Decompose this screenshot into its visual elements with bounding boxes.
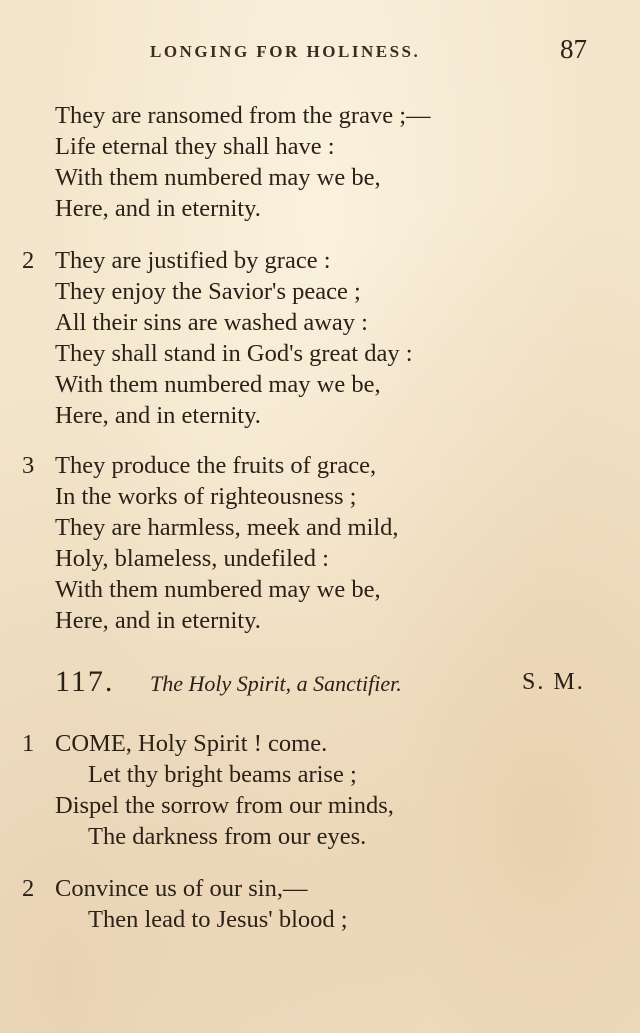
hymn-meter: S. M. xyxy=(522,669,585,695)
verse-line: 1 COME, Holy Spirit ! come. xyxy=(22,730,328,757)
hymn-number: 117. xyxy=(55,665,115,698)
verse-line: All their sins are washed away : xyxy=(55,309,368,336)
verse-line: With them numbered may we be, xyxy=(55,576,381,603)
verse-line: Here, and in eternity. xyxy=(55,402,261,429)
stanza-3 xyxy=(0,450,640,636)
verse-line: In the works of righteousness ; xyxy=(55,483,357,510)
verse-line: They enjoy the Savior's peace ; xyxy=(55,278,361,305)
hymn-stanza-1 xyxy=(0,728,640,852)
stanza-number: 3 xyxy=(22,452,35,479)
verse-line: Holy, blameless, undefiled : xyxy=(55,545,329,572)
verse-line: With them numbered may we be, xyxy=(55,164,381,191)
hymn-title: The Holy Spirit, a Sanctifier. xyxy=(150,671,402,696)
verse-line: 3 They produce the fruits of grace, xyxy=(22,452,377,479)
stanza-number: 2 xyxy=(22,247,35,274)
verse-line: With them numbered may we be, xyxy=(55,371,381,398)
verse-line: Then lead to Jesus' blood ; xyxy=(88,906,348,933)
running-head: LONGING FOR HOLINESS. xyxy=(150,42,421,61)
verse-line: Let thy bright beams arise ; xyxy=(88,761,357,788)
stanza-number: 2 xyxy=(22,875,35,902)
page-header xyxy=(0,34,640,74)
verse-line: Dispel the sorrow from our minds, xyxy=(55,792,394,819)
page-number: 87 xyxy=(560,34,587,64)
verse-line: Here, and in eternity. xyxy=(55,195,261,222)
stanza-continuation xyxy=(0,100,640,224)
verse-line: 2 They are justified by grace : xyxy=(22,247,331,274)
stanza-2 xyxy=(0,245,640,431)
hymn-heading xyxy=(0,665,640,705)
verse-line: 2 Convince us of our sin,— xyxy=(22,875,308,902)
verse-line: They are harmless, meek and mild, xyxy=(55,514,399,541)
verse-line: They are ransomed from the grave ;— xyxy=(55,102,431,129)
verse-line: Life eternal they shall have : xyxy=(55,133,335,160)
verse-line: They shall stand in God's great day : xyxy=(55,340,413,367)
hymn-stanza-2 xyxy=(0,873,640,935)
verse-line: Here, and in eternity. xyxy=(55,607,261,634)
verse-line: The darkness from our eyes. xyxy=(88,823,367,850)
stanza-number: 1 xyxy=(22,730,35,757)
